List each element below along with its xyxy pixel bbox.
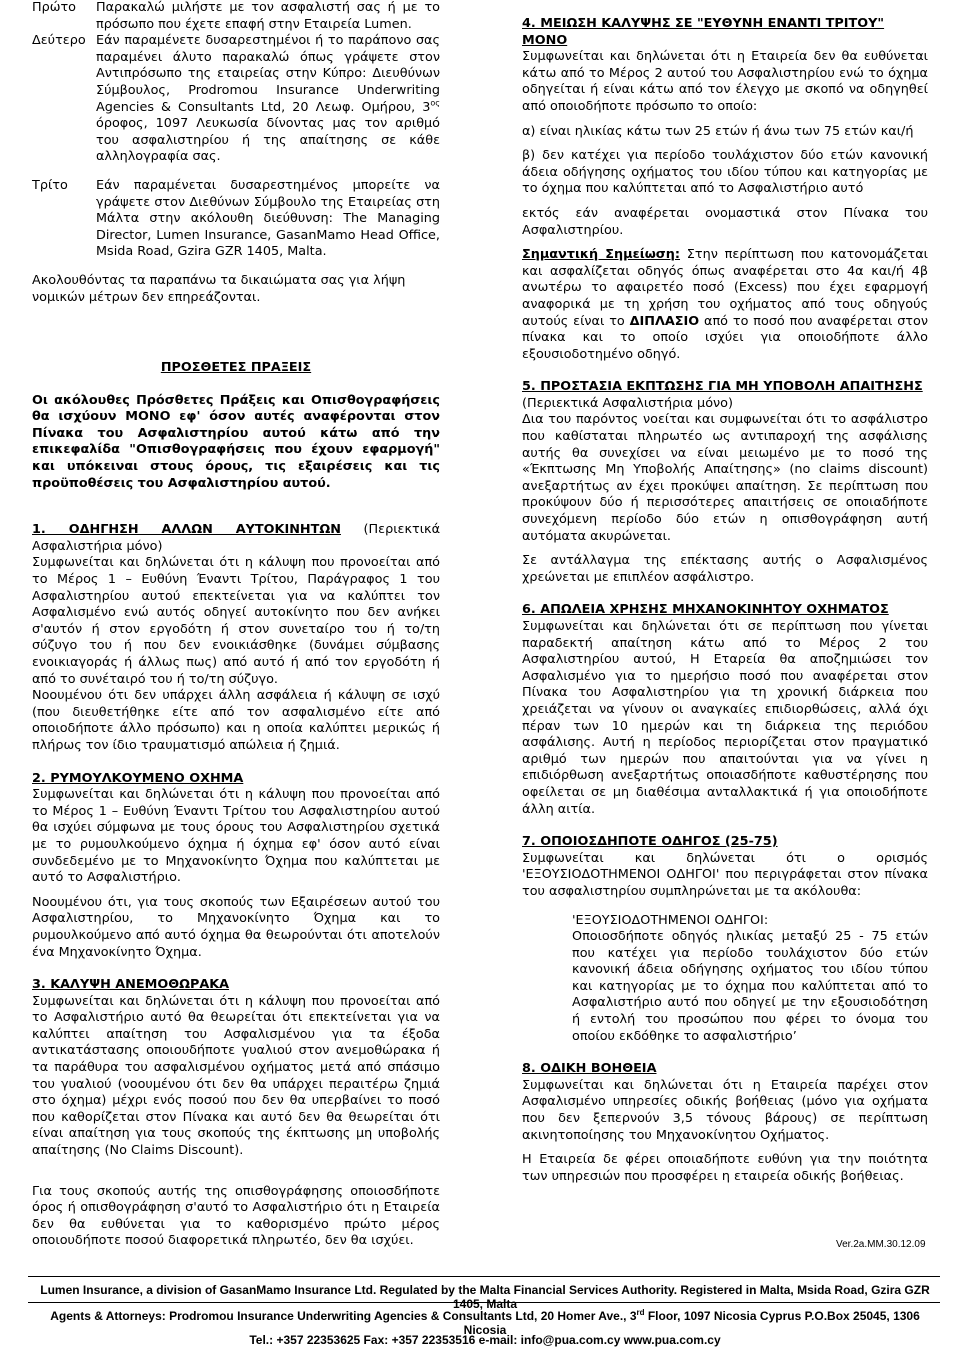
section-5-text: Δια του παρόντος νοείται και συμφωνείται ότι το ασφάλιστρο που καθίσταται πληρωτέο ως αντιπαροχή της ασφάλισης αυτής θα συνεχίσει να είναι μειωμένο με το ποσό της «Έκπτωσης Μη Υποβολής Απαίτησης» (no claims discount) ανεξαρτήτως αν έχει προκύψει απαίτηση. Σε περίπτωση που προκύψουν δύο ή περισσότερες απαιτήσεις σε οποιαδήποτε συνεχόμενη περίοδο δύο ετών η οπισθογράφηση αυτή αυτόματα ακυρώνεται. [522, 412, 928, 544]
section-8-disclaimer: Η Εταιρεία δε φέρει οποιαδήποτε ευθύνη για την ποιότητα των υπηρεσιών που προσφέρει η εταιρεία οδικής βοήθειας. [522, 1152, 928, 1184]
section-1-proviso: Νοουμένου ότι δεν υπάρχει άλλη ασφάλεια ή κάλυψη σε ισχύ (που διευθετήθηκε είτε από τον ασφαλισμένο είτε από οποιοδήποτε άλλο πρόσωπο) και η οποία καλύπτει μερικώς ή πλήρως τον ίδιο τραυματισμό απώλεια ή ζημιά. [32, 688, 440, 753]
step-text: Εάν παραμένεται δυσαρεστημένος μπορείτε να γράψετε στον Διεθύνων Σύμβουλο της Εταιρείας στη Μάλτα στην ακόλουθη διεύθυνση: The Managing Director, Lumen Insurance, GasanMamo Head Office, Msida Road, Gzira GZR 1405, Malta. [96, 177, 440, 260]
section-4-important-note: Σημαντική Σημείωση: Στην περίπτωση που κατονομάζεται και ασφαλίζεται οδηγός όπως αναφέρεται στο 4α και/ή 4β ανωτέρω το αφαιρετέο ποσό (Excess) που έχει εφαρμογή αναφορικά με τη χρήση του οχήματος από τους οδηγούς αυτούς είναι το ΔΙΠΛΑΣΙΟ από το ποσό που αναφέρεται στον πίνακα και το οποίο ισχύει για οποιοδήποτε άλλο εξουσιοδοτημένο οδηγό. [522, 247, 929, 362]
section-2-text: Συμφωνείται και δηλώνεται ότι η κάλυψη που προνοείται από το Μέρος 1 – Ευθύνη Έναντι Τρίτου του Ασφαλιστηρίου αυτού θα ισχύει σύμφωνα με τους όρους του Ασφαλιστηρίου σχετικά με το ρυμουλκούμενο όχημα ή όχημα εφ' όσον αυτό είναι συνδεδεμένο με το Μηχανοκίνητο Όχημα που καλύπτεται με αυτό το Ασφαλιστήριο. [32, 787, 440, 886]
right-column [522, 16, 928, 1185]
extra-acts-intro: Οι ακόλουθες Πρόσθετες Πράξεις και Οπισθογραφήσεις θα ισχύουν ΜΟΝΟ εφ' όσον αυτές αναφέρονται στον Πίνακα του Ασφαλιστηρίου αυτού κάτω από την επικεφαλίδα "Οπισθογραφήσεις που έχουν εφαρμογή" και υπόκειναι στους όρους, τις εξαιρέσεις και τις προϋποθέσεις του Ασφαλιστηρίου αυτού. [32, 392, 440, 491]
section-4-text: Συμφωνείται και δηλώνεται ότι η Εταιρεία δεν θα ευθύνεται κάτω από το Μέρος 2 αυτού του Ασφαλιστηρίου ενώ το όχημα οδηγείται ή είναι κάτω από τον έλεγχο με σκοπό να οδηγηθεί από οποιοδήποτε πρόσωπο το οποίο: [522, 49, 928, 114]
section-6-text: Συμφωνείται και δηλώνεται ότι σε περίπτωση που γίνεται παραδεκτή απαίτηση κάτω από το Μέρος 2 του Ασφαλιστηρίου αυτού, Η Εταρεία θα αποζημιώσει τον Ασφαλισμένο για το ημερήσιο ποσό που αναφέρεται στον Πίνακα του Ασφαλιστηρίου για τη χρονική διάρκεια που χρειάζεται να γίνουν οι αναγκαίες επιδιορθώσεις, αλλά όχι πέραν των 10 ημερών και τη διάρκεια της περιόδου ασφάλισης. Αυτή η περίοδος περιορίζεται στον πραγματικό αριθμό των ημερών που απαιτούνται για να γίνει η επιδιόρθωση ανεξαρτήτως οποιασδήποτε καθυστέρησης που οφείλεται σε μη διαθέσιμα ανταλλακτικά ή για οποιοδήποτε άλλη αιτία. [522, 619, 928, 817]
version-label: Ver.2a.MM.30.12.09 [836, 1239, 926, 1250]
footer-divider [28, 1276, 940, 1277]
rights-note: Ακολουθόντας τα παραπάνω τα δικαιώματα σας για λήψη νομικών μέτρων δεν επηρεάζονται. [32, 272, 406, 305]
section-5-charge: Σε αντάλλαγμα της επέκτασης αυτής ο Ασφαλισμένος χρεώνεται με επιπλέον ασφάλιστρο. [522, 553, 928, 585]
footer-line-2: Agents & Attorneys: Prodromou Insurance Underwriting Agencies & Consultants Ltd, 20 Homer Ave., 3rd Floor, 1097 Nicosia Cyprus P.O.Box 25045, 1306 Nicosia [50, 1308, 920, 1337]
section-8-text: Συμφωνείται και δηλώνεται ότι η Εταιρεία παρέχει στον Ασφαλισμένο υπηρεσίες οδικής βοήθειας (μόνο για οχήματα που δεν ξεπερνούν 3,5 τόνους βάρους) σε περίπτωση ακινητοποίησης του Μηχανοκίνητου Οχήματος. [522, 1077, 928, 1143]
section-4-exception: εκτός εάν αναφέρεται ονομαστικά στον Πίνακα του Ασφαλιστηρίου. [522, 205, 928, 238]
definition-text: Οποιοσδήποτε οδηγός ηλικίας μεταξύ 25 - 75 ετών που κατέχει για περίοδο τουλάχιστον δύο ετών κανονική άδεια οδήγησης οχήματος του ιδίου τύπου και κατηγορίας με το όχημα που καλύπτεται από το Ασφαλιστήριο αυτό που οδηγεί με την εξουσιοδότηση ή εντολή του προσώπου που φέρει το όνομα του οποίου εκδόθηκε το ασφαλιστήριο’ [572, 929, 928, 1044]
section-3-heading: 3. ΚΑΛΥΨΗ ΑΝΕΜΟΘΩΡΑΚΑ [32, 977, 230, 993]
section-4-heading: 4. ΜΕΙΩΣΗ ΚΑΛΥΨΗΣ ΣΕ "ΕΥΘΥΝΗ ΕΝΑΝΤΙ ΤΡΙΤΟΥ" ΜΟΝΟ [522, 16, 885, 48]
extra-acts-title: ΠΡΟΣΘΕΤΕΣ ΠΡΑΞΕΙΣ [160, 360, 312, 376]
section-4-item-a: α) είναι ηλικίας κάτω των 25 ετών ή άνω των 75 ετών και/ή [522, 123, 914, 139]
step-label: Δεύτερο [32, 33, 86, 49]
section-2-proviso: Νοουμένου ότι, για τους σκοπούς των Εξαιρέσεων αυτού του Ασφαλιστηρίου, το Μηχανοκίνητο Όχημα και το ρυμουλκούμενο από αυτό όχημα θα θεωρούνται ότι αποτελούν ένα Μηχανοκίνητο Όχημα. [32, 894, 440, 960]
section-8-heading: 8. ΟΔΙΚΗ ΒΟΗΘΕΙΑ [522, 1061, 657, 1077]
left-column [32, 0, 440, 1250]
section-6-heading: 6. ΑΠΩΛΕΙΑ ΧΡΗΣΗΣ ΜΗΧΑΝΟΚΙΝΗΤΟΥ ΟΧΗΜΑΤΟΣ [522, 602, 889, 618]
section-7-text: Συμφωνείται και δηλώνεται ότι ο ορισμός 'ΕΞΟΥΣΙΟΔΟΤΗΜΕΝΟΙ ΟΔΗΓΟΙ' που περιγράφεται στον πίνακα του ασφαλιστηρίου συμπληρώνεται με τα ακόλουθα: [522, 850, 928, 899]
section-3-note: Για τους σκοπούς αυτής της οπισθογράφησης οποιοσδήποτε όρος ή οπισθογράφηση σ'αυτό το Ασφαλιστήριο ότι η Εταιρεία δεν θα ευθύνεται για το καθορισμένο πρώτο μέρος οποιουδήποτε ποσού διαφορετικά πληρωτέο, δεν θα ισχύει. [32, 1183, 440, 1249]
step-label: Πρώτο [32, 0, 76, 15]
step-text: Παρακαλώ μιλήστε με τον ασφαλιστή σας ή με το πρόσωπο που έχετε επαφή στην Εταιρεία Lumen. [96, 0, 440, 32]
step-text: Εάν παραμένετε δυσαρεστημένοι ή το παράπονο σας παραμένει άλυτο παρακαλώ όπως γράψετε στον Αντιπρόσωπο της εταιρείας στην Κύπρο: Διευθύνων Σύμβουλος, Prodromou Insurance Underwriting Agencies & Consultants Ltd, 20 Λεωφ. Ομήρου, $3^{o\varsigma}$ όροφος, 1097 Λευκωσία δίνοντας μας τον αριθμό του ασφαλιστηρίου ή της απαίτησης σε κάθε αλληλογραφία σας. [96, 33, 440, 165]
section-2-heading: 2. ΡΥΜΟΥΛΚΟΥΜΕΝΟ ΟΧΗΜΑ [32, 770, 244, 786]
section-7-heading: 7. ΟΠΟΙΟΣΔΗΠΟΤΕ ΟΔΗΓΟΣ (25-75) [522, 834, 778, 850]
footer-line-1: Lumen Insurance, a division of GasanMamo Insurance Ltd. Regulated by the Malta Financial Services Authority. Registered in Malta, Msida Road, Gzira GZR 1405, Malta [40, 1283, 930, 1311]
section-5-sub: (Περιεκτικά Ασφαλιστήρια μόνο) [522, 395, 733, 411]
complaint-steps [32, 0, 440, 261]
step-label: Τρίτο [32, 177, 68, 193]
section-4-item-b: β) δεν κατέχει για περίοδο τουλάχιστον δύο ετών κανονική άδεια οδήγησης οχήματος του ιδίου τύπου και κατηγορίας με το όχημα που καλύπτεται από το Ασφαλιστήριο αυτό [522, 148, 928, 197]
definition-title: 'ΕΞΟΥΣΙΟΔΟΤΗΜΕΝΟΙ ΟΔΗΓΟΙ: [572, 912, 769, 928]
section-1-text: Συμφωνείται και δηλώνεται ότι η κάλυψη που προνοείται από το Μέρος 1 – Ευθύνη Έναντι Τρίτου, Παράγραφος 1 του Ασφαλιστηρίου αυτού επεκτείνεται για να καλύπτει τον Ασφαλισμένο ενώ αυτός οδηγεί αυτοκίνητο που δεν ανήκει σ'αυτόν ή στον εργοδότη ή στον συνεταίρο του ή το/τη σύζυγο του ή που δεν ενοικιάσθηκε (δυνάμει σύμβασης ενοικιαγοράς ή άλλως πως) από αυτό ή από τον εργοδότη ή από το συνέταιρό του ή το/τη σύζυγο. [32, 555, 440, 687]
section-1-heading: 1. ΟΔΗΓΗΣΗ ΑΛΛΩΝ ΑΥΤΟΚΙΝΗΤΩΝ (Περιεκτικά Ασφαλιστήρια μόνο) [32, 522, 441, 554]
section-3-text: Συμφωνείται και δηλώνεται ότι η κάλυψη που προνοείται από το Ασφαλιστήριο αυτό θα θεωρείται ότι επεκτείνεται για να καλύπτει απαίτηση του Ασφαλισμένου για τα έξοδα αντικατάστασης οποιουδήποτε γυαλιού στον ανεμοθώρακα ή τα παράθυρα του ασφαλισμένου οχήματος μετά από σπάσιμο του γυαλιού (νοουμένου ότι δεν θα υπάρχει περαιτέρω ζημιά στο όχημα) μέχρι ενός ποσού που δεν θα υπερβαίνει το ποσό που καθορίζεται στον Πίνακα και αυτό δεν θα θεωρείται ότι είναι απαίτηση για τους σκοπούς της έκπτωσης μη υποβολής απαίτησης (No Claims Discount). [32, 993, 440, 1159]
footer-line-3: Tel.: +357 22353625 Fax: +357 22353516 e-mail: info@pua.com.cy www.pua.com.cy [249, 1333, 721, 1347]
section-7-definition [572, 913, 928, 1046]
section-5-heading: 5. ΠΡΟΣΤΑΣΙΑ ΕΚΠΤΩΣΗΣ ΓΙΑ ΜΗ ΥΠΟΒΟΛΗ ΑΠΑΙΤΗΣΗΣ [522, 379, 923, 395]
footer-divider [28, 1302, 940, 1303]
